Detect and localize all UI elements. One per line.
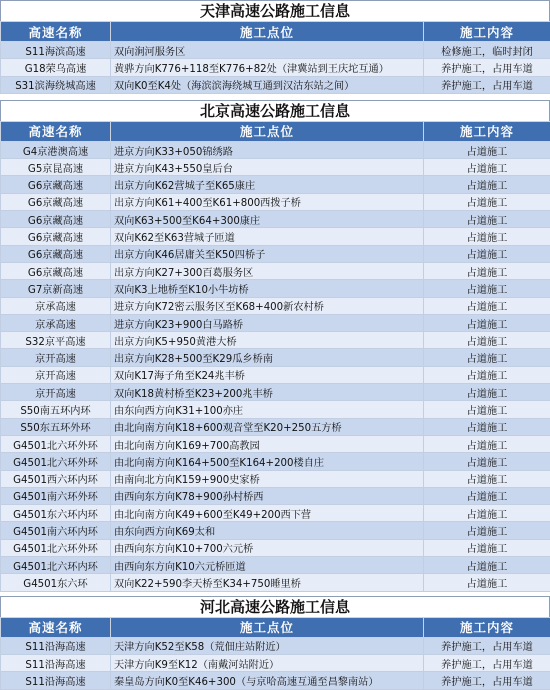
column-header-content: 施工内容	[424, 22, 550, 42]
table-row	[1, 159, 550, 176]
work-content-cell: 占道施工	[424, 280, 550, 297]
beijing-rows	[1, 141, 550, 591]
location-cell: 双向K63+500至K64+300康庄	[111, 211, 424, 228]
tianjin-rows	[1, 42, 550, 94]
location-cell: 出京方向K27+300百葛服务区	[111, 262, 424, 279]
road-name-cell: G6京藏高速	[1, 262, 111, 279]
road-name-cell: G4501东六环内环	[1, 505, 111, 522]
table-row	[1, 453, 550, 470]
work-content-cell: 占道施工	[424, 193, 550, 210]
table-row	[1, 228, 550, 245]
table-row	[1, 418, 550, 435]
location-cell: 双向K22+590李天桥至K34+750睡里桥	[111, 574, 424, 591]
road-name-cell: 京开高速	[1, 384, 111, 401]
table-row	[1, 349, 550, 366]
road-name-cell: G5京昆高速	[1, 159, 111, 176]
road-name-cell: S11沿海高速	[1, 637, 111, 654]
work-content-cell: 占道施工	[424, 141, 550, 158]
road-name-cell: 京开高速	[1, 349, 111, 366]
work-content-cell: 占道施工	[424, 211, 550, 228]
road-name-cell: G18荣乌高速	[1, 59, 111, 76]
location-cell: 出京方向K46居庸关至K50四桥子	[111, 245, 424, 262]
beijing-title: 北京高速公路施工信息	[0, 100, 550, 121]
work-content-cell: 占道施工	[424, 401, 550, 418]
work-content-cell: 占道施工	[424, 418, 550, 435]
work-content-cell: 占道施工	[424, 159, 550, 176]
road-name-cell: G4501北六环外环	[1, 453, 111, 470]
table-row	[1, 42, 550, 59]
work-content-cell: 占道施工	[424, 435, 550, 452]
road-name-cell: S11沿海高速	[1, 672, 111, 689]
table-row	[1, 332, 550, 349]
table-row	[1, 672, 550, 689]
location-cell: 出京方向K5+950黄港大桥	[111, 332, 424, 349]
table-row	[1, 59, 550, 76]
table-row	[1, 176, 550, 193]
hebei-section	[0, 596, 550, 690]
work-content-cell: 占道施工	[424, 262, 550, 279]
road-name-cell: S32京平高速	[1, 332, 111, 349]
location-cell: 天津方向K9至K12（南戴河站附近）	[111, 654, 424, 671]
location-cell: 双向K18黄村桥至K23+200兆丰桥	[111, 384, 424, 401]
location-cell: 进京方向K33+050锦绣路	[111, 141, 424, 158]
road-name-cell: G4501北六环外环	[1, 435, 111, 452]
location-cell: 由北向南方向K169+700高教园	[111, 435, 424, 452]
road-name-cell: G4京港澳高速	[1, 141, 111, 158]
location-cell: 双向K62至K63营城子匝道	[111, 228, 424, 245]
road-name-cell: G4501南六环内环	[1, 522, 111, 539]
table-row	[1, 76, 550, 93]
work-content-cell: 养护施工，占用车道	[424, 76, 550, 93]
tianjin-section	[0, 0, 550, 94]
location-cell: 由西向东方向K78+900孙村桥西	[111, 487, 424, 504]
road-name-cell: G4501西六环内环	[1, 470, 111, 487]
location-cell: 秦皇岛方向K0至K46+300（与京哈高速互通至昌黎南站）	[111, 672, 424, 689]
beijing-header-row	[1, 121, 550, 141]
location-cell: 出京方向K61+400至K61+800西拨子桥	[111, 193, 424, 210]
work-content-cell: 占道施工	[424, 505, 550, 522]
column-header-road: 高速名称	[1, 617, 111, 637]
location-cell: 双向K3上地桥至K10小牛坊桥	[111, 280, 424, 297]
location-cell: 出京方向K62营城子至K65康庄	[111, 176, 424, 193]
location-cell: 由北向南方向K49+600至K49+200西下营	[111, 505, 424, 522]
table-row	[1, 141, 550, 158]
road-name-cell: G6京藏高速	[1, 228, 111, 245]
tianjin-title: 天津高速公路施工信息	[0, 0, 550, 21]
road-name-cell: 京开高速	[1, 366, 111, 383]
table-row	[1, 557, 550, 574]
table-row	[1, 245, 550, 262]
road-name-cell: G6京藏高速	[1, 176, 111, 193]
hebei-header-row	[1, 617, 550, 637]
table-row	[1, 314, 550, 331]
road-name-cell: S50南五环内环	[1, 401, 111, 418]
column-header-location: 施工点位	[111, 121, 424, 141]
road-name-cell: G4501北六环外环	[1, 539, 111, 556]
table-row	[1, 654, 550, 671]
location-cell: 进京方向K72密云服务区至K68+400新农村桥	[111, 297, 424, 314]
road-name-cell: 京承高速	[1, 314, 111, 331]
tianjin-table	[0, 21, 550, 94]
column-header-content: 施工内容	[424, 121, 550, 141]
location-cell: 进京方向K43+550皇后台	[111, 159, 424, 176]
work-content-cell: 占道施工	[424, 487, 550, 504]
table-row	[1, 487, 550, 504]
table-row	[1, 297, 550, 314]
location-cell: 由北向南方向K18+600观音堂至K20+250五方桥	[111, 418, 424, 435]
hebei-table	[0, 617, 550, 690]
hebei-rows	[1, 637, 550, 689]
location-cell: 天津方向K52至K58（荒佃庄站附近）	[111, 637, 424, 654]
column-header-road: 高速名称	[1, 121, 111, 141]
table-row	[1, 193, 550, 210]
hebei-title: 河北高速公路施工信息	[0, 596, 550, 617]
road-name-cell: G6京藏高速	[1, 211, 111, 228]
table-row	[1, 574, 550, 591]
road-name-cell: S50东五环外环	[1, 418, 111, 435]
beijing-table	[0, 121, 550, 592]
work-content-cell: 占道施工	[424, 176, 550, 193]
work-content-cell: 占道施工	[424, 574, 550, 591]
table-row	[1, 401, 550, 418]
work-content-cell: 占道施工	[424, 384, 550, 401]
location-cell: 双向K0至K4处（海滨滨海绕城互通到汉沽东站之间）	[111, 76, 424, 93]
work-content-cell: 占道施工	[424, 245, 550, 262]
table-row	[1, 522, 550, 539]
location-cell: 黄骅方向K776+118至K776+82处（津冀站到王庆坨互通）	[111, 59, 424, 76]
column-header-content: 施工内容	[424, 617, 550, 637]
work-content-cell: 占道施工	[424, 366, 550, 383]
beijing-section	[0, 100, 550, 592]
location-cell: 由西向东方向K10六元桥匝道	[111, 557, 424, 574]
tianjin-header-row	[1, 22, 550, 42]
table-row	[1, 505, 550, 522]
road-name-cell: G4501东六环	[1, 574, 111, 591]
work-content-cell: 占道施工	[424, 228, 550, 245]
work-content-cell: 养护施工，占用车道	[424, 672, 550, 689]
column-header-location: 施工点位	[111, 22, 424, 42]
location-cell: 双向涧河服务区	[111, 42, 424, 59]
table-row	[1, 280, 550, 297]
work-content-cell: 占道施工	[424, 332, 550, 349]
location-cell: 出京方向K28+500至K29瓜乡桥南	[111, 349, 424, 366]
work-content-cell: 占道施工	[424, 557, 550, 574]
table-row	[1, 262, 550, 279]
work-content-cell: 占道施工	[424, 314, 550, 331]
table-row	[1, 366, 550, 383]
road-name-cell: G6京藏高速	[1, 245, 111, 262]
column-header-location: 施工点位	[111, 617, 424, 637]
location-cell: 进京方向K23+900白马路桥	[111, 314, 424, 331]
table-row	[1, 470, 550, 487]
column-header-road: 高速名称	[1, 22, 111, 42]
location-cell: 由东向西方向K69太和	[111, 522, 424, 539]
work-content-cell: 养护施工，占用车道	[424, 654, 550, 671]
road-name-cell: G4501南六环外环	[1, 487, 111, 504]
road-name-cell: G7京新高速	[1, 280, 111, 297]
work-content-cell: 养护施工，占用车道	[424, 637, 550, 654]
work-content-cell: 养护施工，占用车道	[424, 59, 550, 76]
road-name-cell: G4501北六环内环	[1, 557, 111, 574]
road-name-cell: S11沿海高速	[1, 654, 111, 671]
work-content-cell: 占道施工	[424, 539, 550, 556]
location-cell: 由东向西方向K31+100亦庄	[111, 401, 424, 418]
location-cell: 由西向东方向K10+700六元桥	[111, 539, 424, 556]
location-cell: 由北向南方向K164+500至K164+200楼自庄	[111, 453, 424, 470]
work-content-cell: 占道施工	[424, 522, 550, 539]
road-name-cell: S31滨海绕城高速	[1, 76, 111, 93]
table-row	[1, 384, 550, 401]
table-row	[1, 211, 550, 228]
table-row	[1, 435, 550, 452]
road-name-cell: 京承高速	[1, 297, 111, 314]
work-content-cell: 占道施工	[424, 349, 550, 366]
table-row	[1, 539, 550, 556]
work-content-cell: 占道施工	[424, 470, 550, 487]
work-content-cell: 检修施工，临时封闭	[424, 42, 550, 59]
location-cell: 由南向北方向K159+900史家桥	[111, 470, 424, 487]
work-content-cell: 占道施工	[424, 453, 550, 470]
location-cell: 双向K17海子角至K24兆丰桥	[111, 366, 424, 383]
work-content-cell: 占道施工	[424, 297, 550, 314]
road-name-cell: G6京藏高速	[1, 193, 111, 210]
road-name-cell: S11海滨高速	[1, 42, 111, 59]
table-row	[1, 637, 550, 654]
